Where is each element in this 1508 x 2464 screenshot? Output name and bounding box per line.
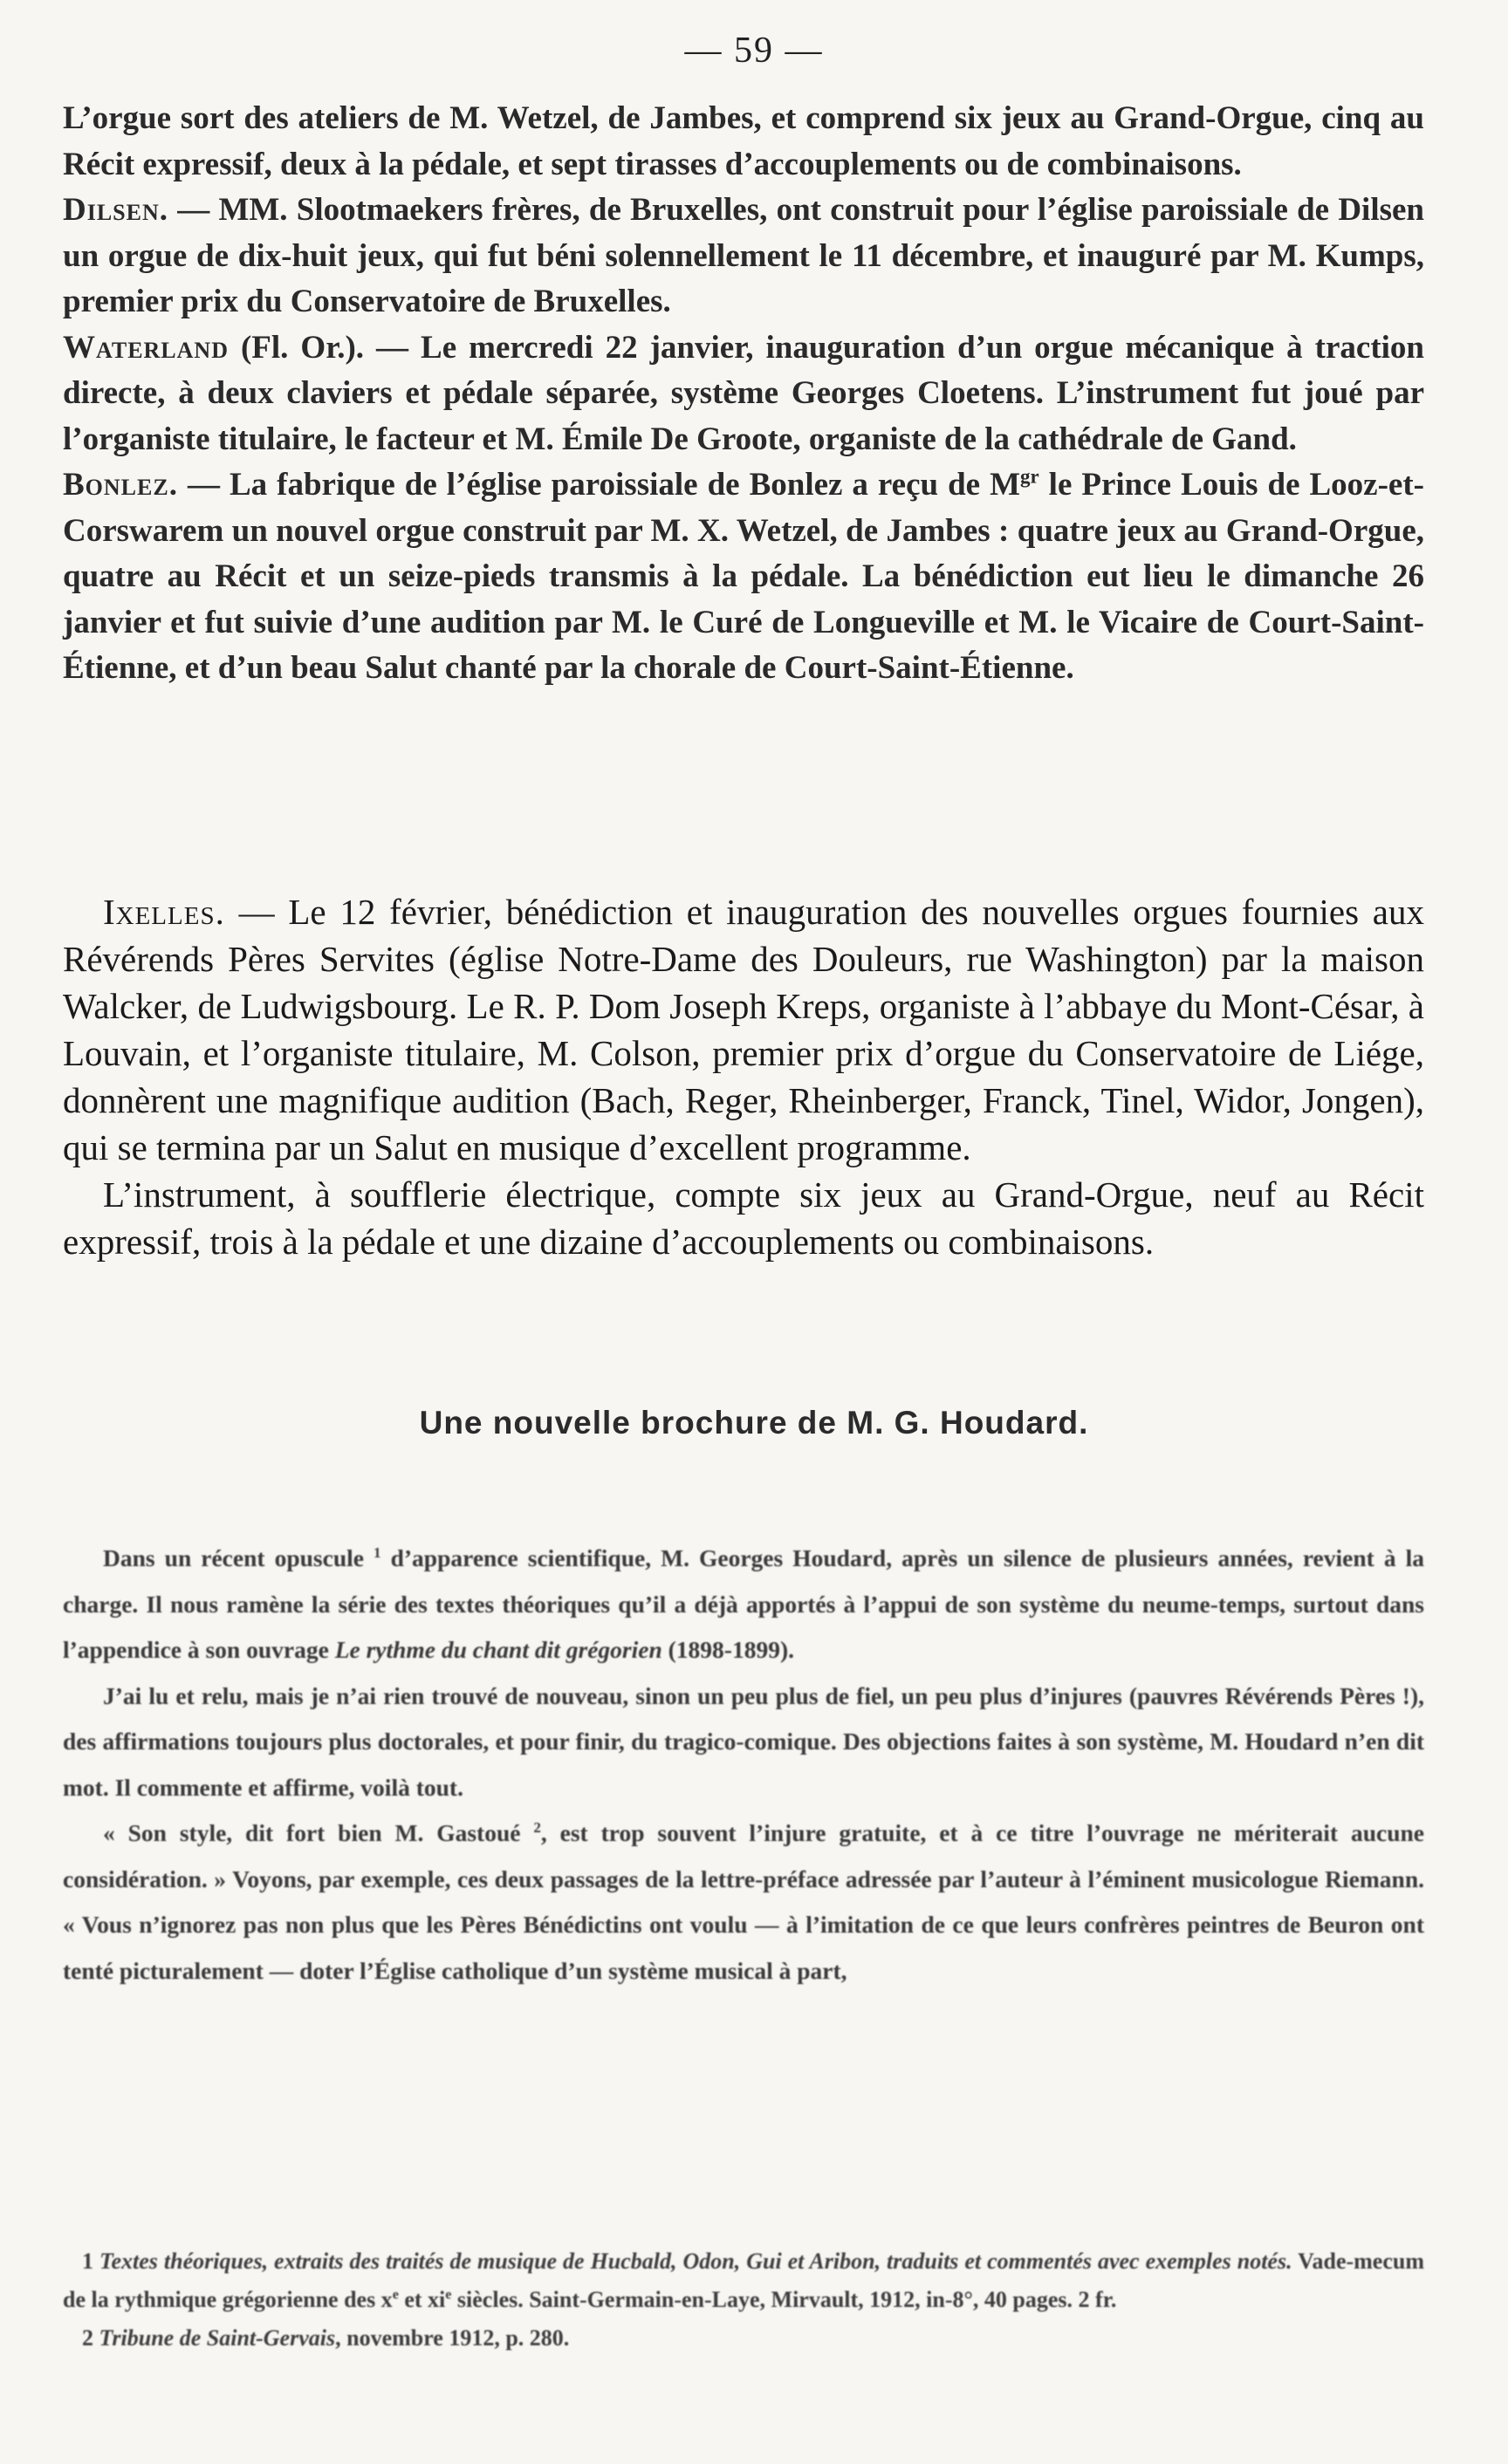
bonlez-text-b: le Prince Louis de Looz-et-Corswarem un nouvel orgue construit par M. X. Wetzel, de Jambes : quatre jeux au Grand-Orgue, quatre au Récit et un seize-pieds transmis à la pédale. La bénédiction eut lieu le dimanche 26 janvier et fut suivie d’une audition par M. le Curé de Longueville et M. le Vicaire de Court-Saint-Étienne, et d’un beau Salut chanté par la chorale de Court-Saint-Étienne. <box>63 467 1424 686</box>
section-houdard-review <box>63 1536 1424 1994</box>
place-name-bonlez: Bonlez. <box>63 467 178 503</box>
book-title: Le rythme du chant dit grégorien <box>334 1636 662 1663</box>
footnote-1-text-c: siècles. Saint-Germain-en-Laye, Mirvault, 1912, in-8°, 40 pages. 2 fr. <box>451 2287 1117 2312</box>
paragraph-opuscule <box>63 1536 1424 1673</box>
footnote-2-text: , novembre 1912, p. 280. <box>335 2325 570 2351</box>
dilsen-text: — MM. Slootmaekers frères, de Bruxelles, ont construit pour l’église paroissiale de Dilsen un orgue de dix-huit jeux, qui fut béni solennellement le 11 décembre, et inauguré par M. Kumps, premier prix du Conservatoire de Bruxelles. <box>63 192 1424 319</box>
footnote-1 <box>63 2242 1424 2319</box>
footnote-2 <box>63 2319 1424 2358</box>
opuscule-text-c: (1898-1899). <box>661 1636 794 1663</box>
opuscule-text-b: d’apparence scientifique, M. Georges Houdard, après un silence de plusieurs années, revient à la charge. Il nous ramène la série des textes théoriques qu’il a déjà apportés à l’appui de son système du neume-temps, surtout dans l’appendice à son ouvrage <box>63 1544 1424 1663</box>
paragraph-dilsen <box>63 188 1424 325</box>
footnote-1-sup-b: e <box>445 2287 452 2303</box>
footnote-1-sup-a: e <box>392 2287 399 2303</box>
footnote-1-text-b: et xi <box>398 2287 446 2312</box>
footnote-1-title: Textes théoriques, extraits des traités de musique de Hucbald, Odon, Gui et Aribon, traduits et commentés avec exemples notés. <box>99 2248 1292 2274</box>
section-organ-news <box>63 96 1424 692</box>
paragraph-bonlez <box>63 462 1424 692</box>
paragraph-waterland <box>63 325 1424 463</box>
page-number: — 59 — <box>684 31 824 71</box>
bonlez-superscript: gr <box>1020 465 1039 488</box>
footnote-ref-1: 1 <box>374 1543 381 1561</box>
place-name-waterland: Waterland <box>63 329 229 366</box>
place-name-ixelles: Ixelles. <box>103 892 225 932</box>
paragraph-gastoue-quote <box>63 1810 1424 1994</box>
paragraph-ixelles <box>63 888 1424 1171</box>
footnote-2-number: 2 <box>82 2325 93 2351</box>
paragraph-instrument: L’instrument, à soufflerie électrique, compte six jeux au Grand-Orgue, neuf au Récit expressif, trois à la pédale et une dizaine d’accouplements ou combinaisons. <box>63 1174 1424 1262</box>
paragraph-relu: J’ai lu et relu, mais je n’ai rien trouvé de nouveau, sinon un peu plus de fiel, un peu plus d’injures (pauvres Révérends Pères !), des affirmations toujours plus doctorales, et pour finir, du tragico-comique. Des objections faites à son système, M. Houdard n’en dit mot. Il commente et affirme, voilà tout. <box>63 1681 1424 1801</box>
ixelles-text: — Le 12 février, bénédiction et inauguration des nouvelles orgues fournies aux Révérends Pères Servites (église Notre-Dame des Douleurs, rue Washington) par la maison Walcker, de Ludwigsbourg. Le R. P. Dom Joseph Kreps, organiste à l’abbaye du Mont-César, à Louvain, et l’organiste titulaire, M. Colson, premier prix d’orgue du Conservatoire de Liége, donnèrent une magnifique audition (Bach, Reger, Rheinberger, Franck, Tinel, Widor, Jongen), qui se termina par un Salut en musique d’excellent programme. <box>63 892 1424 1167</box>
waterland-text: (Fl. Or.). — Le mercredi 22 janvier, inauguration d’un orgue mécanique à traction directe, à deux claviers et pédale séparée, système Georges Cloetens. L’instrument fut joué par l’organiste titulaire, le facteur et M. Émile De Groote, organiste de la cathédrale de Gand. <box>63 329 1424 457</box>
quote-text-b: , est trop souvent l’injure gratuite, et à ce titre l’ouvrage ne mériterait aucune considération. » Voyons, par exemple, ces deux passages de la lettre-préface adressée par l’auteur à l’éminent musicologue Riemann. « Vous n’ignorez pas non plus que les Pères Bénédictins ont voulu — à l’imitation de ce que leurs confrères peintres de Beuron ont tenté picturalement — doter l’Église catholique d’un système musical à part, <box>63 1819 1424 1984</box>
place-name-dilsen: Dilsen. <box>63 192 169 228</box>
footnotes <box>63 2242 1424 2358</box>
footnote-1-number: 1 <box>82 2248 93 2274</box>
section-ixelles <box>63 888 1424 1265</box>
footnote-2-title: Tribune de Saint-Gervais <box>99 2325 336 2351</box>
quote-text-a: « Son style, dit fort bien M. Gastoué <box>103 1819 534 1846</box>
footnote-ref-2: 2 <box>533 1818 541 1836</box>
section-heading: Une nouvelle brochure de M. G. Houdard. <box>419 1405 1089 1441</box>
bonlez-text-a: — La fabrique de l’église paroissiale de Bonlez a reçu de M <box>177 467 1021 503</box>
opuscule-text-a: Dans un récent opuscule <box>103 1544 374 1571</box>
paragraph-wetzel-organ: L’orgue sort des ateliers de M. Wetzel, de Jambes, et comprend six jeux au Grand-Orgue, cinq au Récit expressif, deux à la pédale, et sept tirasses d’accouplements ou de combinaisons. <box>63 100 1424 182</box>
footnote-1-text-a: Vade-mecum de la rythmique grégorienne des x <box>63 2248 1425 2312</box>
